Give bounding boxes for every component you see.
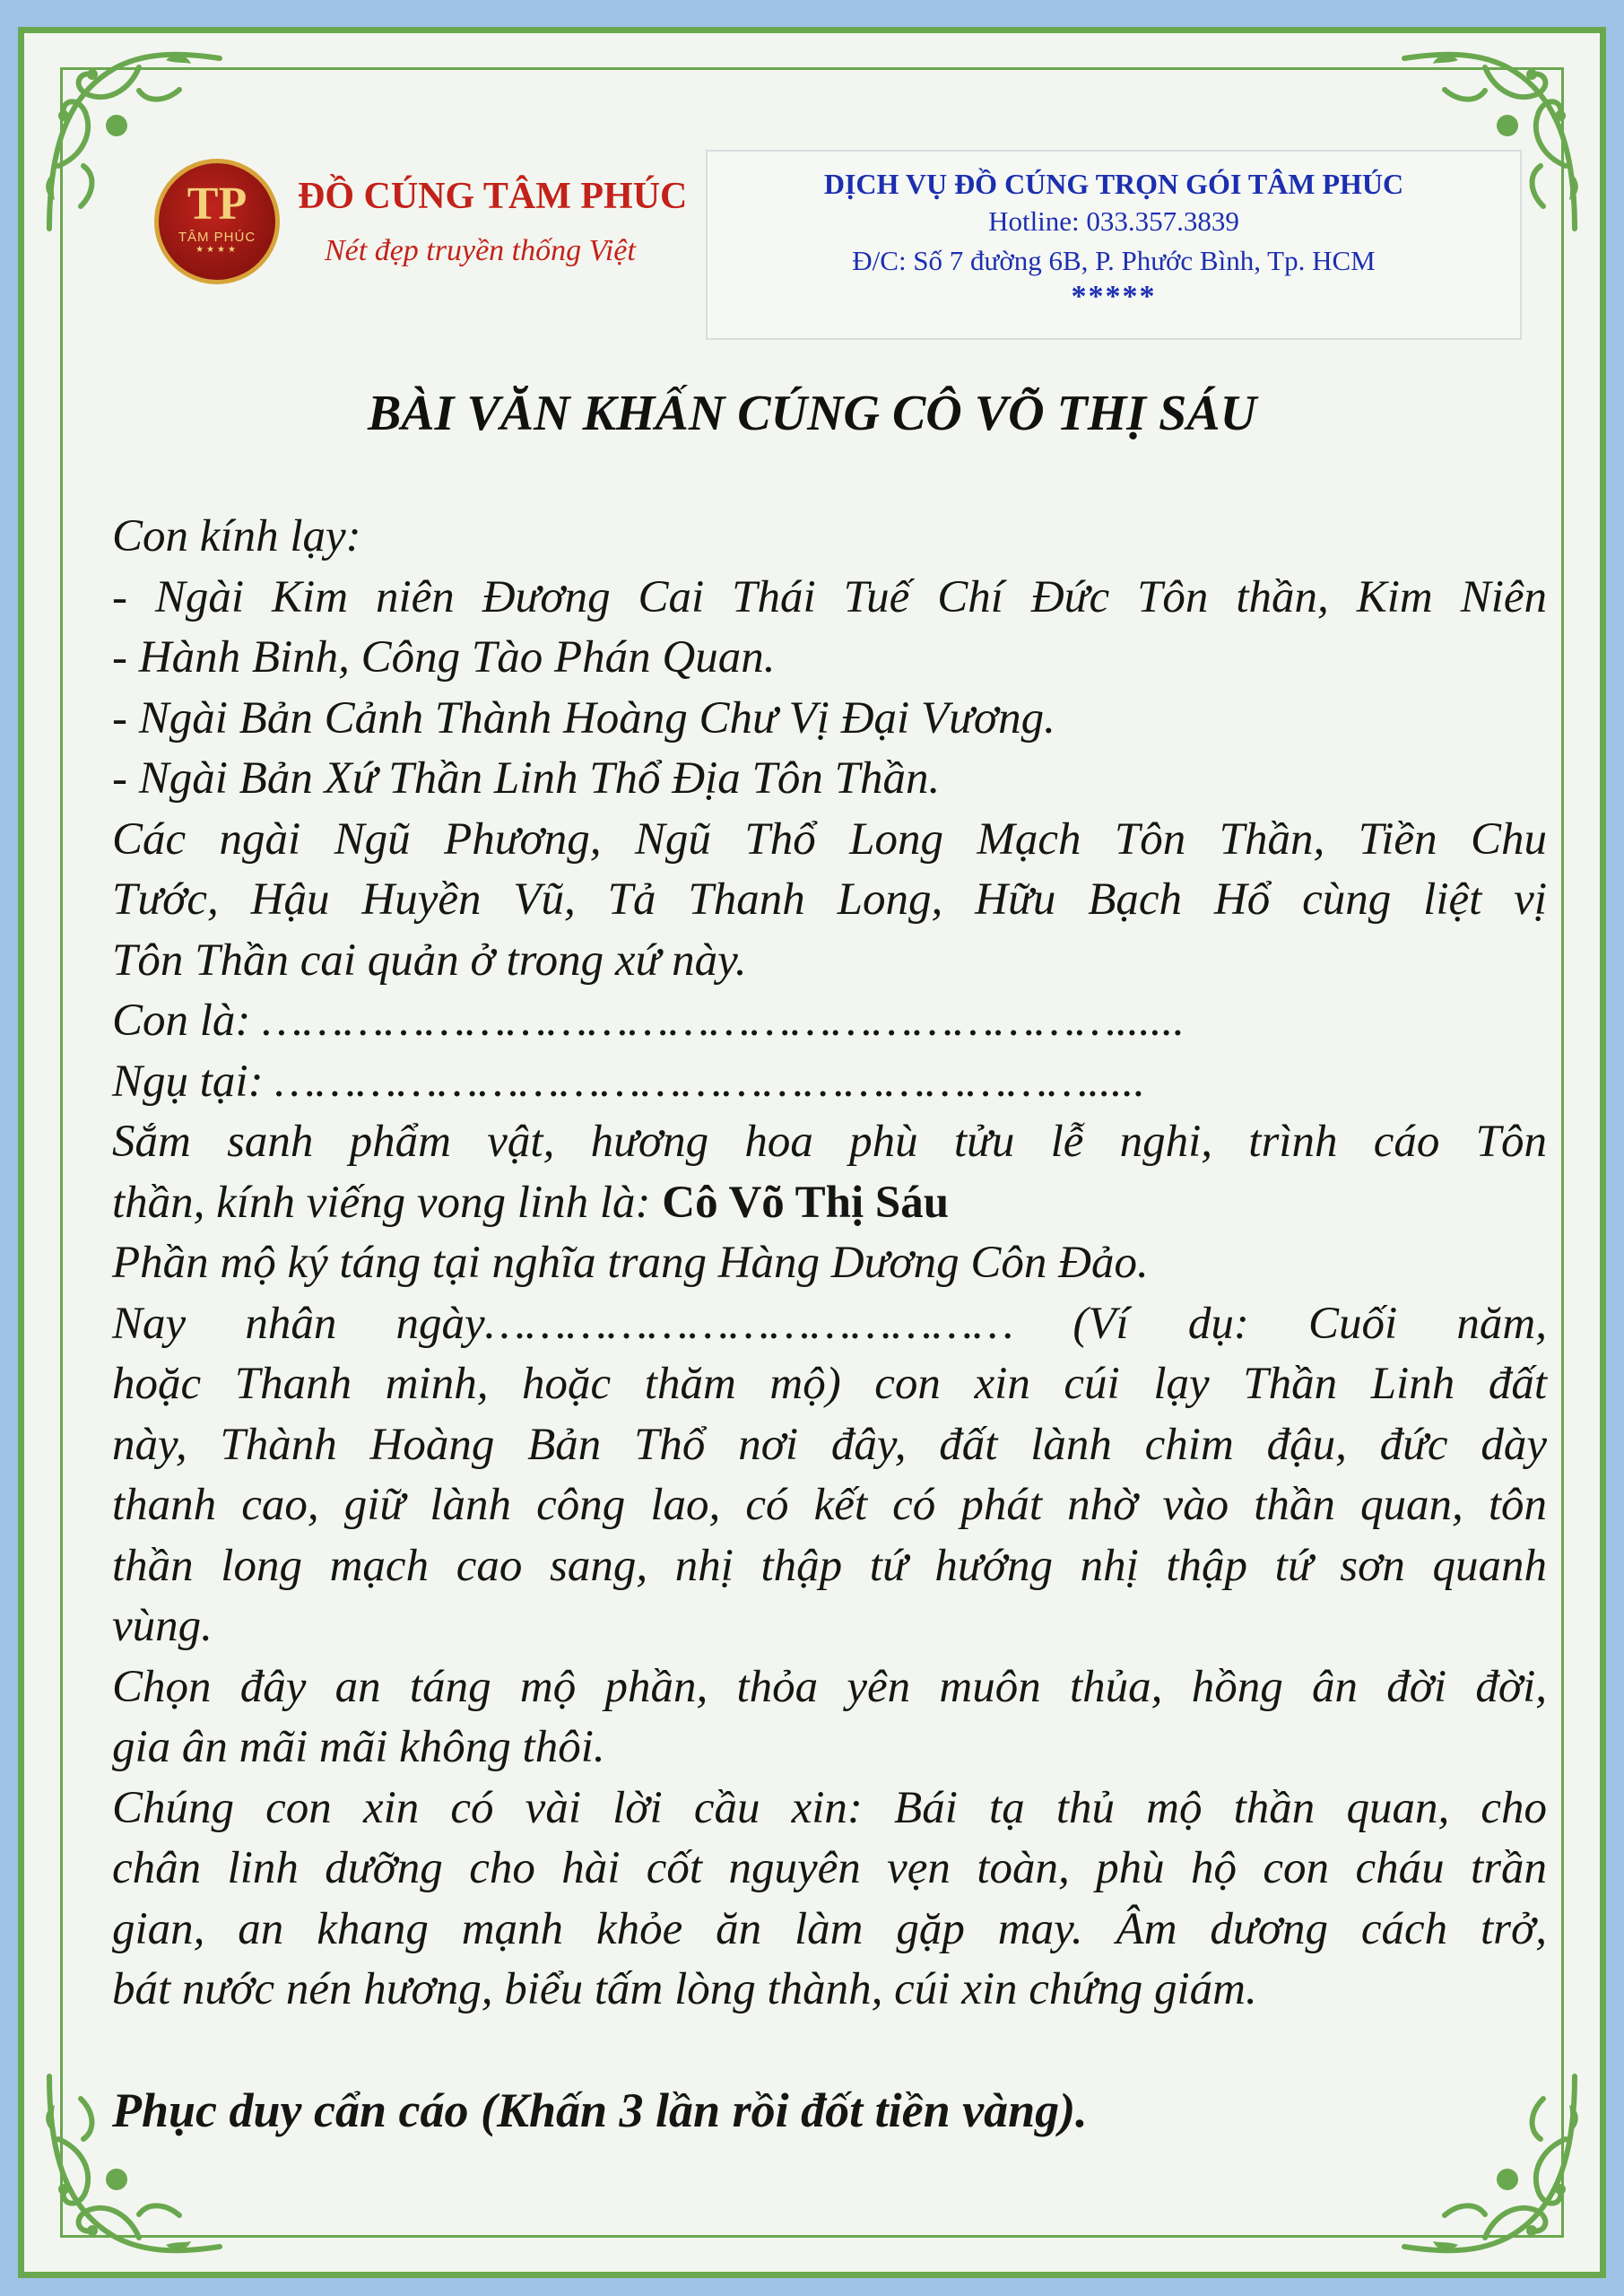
document-page <box>18 27 1606 2278</box>
contact-info-box <box>706 150 1522 340</box>
text-line: Chọn đây an táng mộ phần, thỏa yên muôn thủa, hồng ân đời đời, <box>112 1661 1547 1712</box>
decorative-stars: ***** <box>1071 280 1157 313</box>
text-line: - Ngài Kim niên Đương Cai Thái Tuế Chí Đức Tôn thần, Kim Niên <box>112 571 1547 622</box>
text-line-prefix: thần, kính viếng vong linh là: <box>112 1177 663 1228</box>
text-line: Phần mộ ký táng tại nghĩa trang Hàng Dương Côn Đảo. <box>112 1238 1149 1288</box>
tam-phuc-logo-icon <box>154 159 280 284</box>
page-title: BÀI VĂN KHẤN CÚNG CÔ VÕ THỊ SÁU <box>367 386 1257 441</box>
logo-name: TÂM PHÚC <box>178 230 256 245</box>
text-line: vùng. <box>112 1601 213 1651</box>
text-line: - Ngài Bản Xứ Thần Linh Thổ Địa Tôn Thần. <box>112 753 941 804</box>
text-line: Con là: ………………………………………………………...... <box>112 996 1185 1046</box>
hotline: Hotline: 033.357.3839 <box>988 205 1239 237</box>
text-line: gia ân mãi mãi không thôi. <box>112 1722 605 1772</box>
text-line: thanh cao, giữ lành công lao, có kết có phát nhờ vào thần quan, tôn <box>112 1480 1547 1530</box>
brand-slogan: Nét đẹp truyền thống Việt <box>325 234 636 267</box>
text-line: Nay nhân ngày………………………………… (Ví dụ: Cuối năm, <box>112 1298 1547 1349</box>
service-name: DỊCH VỤ ĐỒ CÚNG TRỌN GÓI TÂM PHÚC <box>823 168 1404 200</box>
logo-stars: ★★★★ <box>195 245 239 255</box>
text-line: Con kính lạy: <box>112 511 361 561</box>
text-line: chân linh dưỡng cho hài cốt nguyên vẹn toàn, phù hộ con cháu trần <box>112 1843 1547 1893</box>
closing-line: Phục duy cẩn cáo (Khấn 3 lần rồi đốt tiền vàng). <box>112 2083 1088 2137</box>
text-line: - Ngài Bản Cảnh Thành Hoàng Chư Vị Đại Vương. <box>112 692 1055 744</box>
logo-monogram: TP <box>187 178 248 230</box>
brand-header <box>154 141 719 302</box>
prayer-text <box>112 507 1547 2141</box>
brand-title: ĐỒ CÚNG TÂM PHÚC <box>298 176 688 217</box>
text-line: thần long mạch cao sang, nhị thập tứ hướng nhị thập tứ sơn quanh <box>112 1540 1547 1591</box>
honoree-name: Cô Võ Thị Sáu <box>662 1177 950 1228</box>
text-line: Các ngài Ngũ Phương, Ngũ Thổ Long Mạch Tôn Thần, Tiền Chu <box>112 813 1547 865</box>
text-line: Sắm sanh phẩm vật, hương hoa phù tửu lễ nghi, trình cáo Tôn <box>112 1117 1547 1167</box>
text-line: gian, an khang mạnh khỏe ăn làm gặp may. Âm dương cách trở, <box>112 1903 1547 1954</box>
text-line: Tôn Thần cai quản ở trong xứ này. <box>112 935 747 986</box>
text-line: - Hành Binh, Công Tào Phán Quan. <box>112 632 776 683</box>
text-line: Ngụ tại: ……………………………………………………..... <box>112 1056 1146 1107</box>
text-line: bát nước nén hương, biểu tấm lòng thành, cúi xin chứng giám. <box>112 1964 1257 2014</box>
text-line: Chúng con xin có vài lời cầu xin: Bái tạ thủ mộ thần quan, cho <box>112 1782 1547 1833</box>
text-line <box>112 1173 1547 1234</box>
address: Đ/C: Số 7 đường 6B, P. Phước Bình, Tp. HCM <box>852 245 1376 276</box>
text-line: Tước, Hậu Huyền Vũ, Tả Thanh Long, Hữu Bạch Hổ cùng liệt vị <box>112 874 1547 925</box>
text-line: này, Thành Hoàng Bản Thổ nơi đây, đất lành chim đậu, đức dày <box>112 1419 1547 1470</box>
text-line: hoặc Thanh minh, hoặc thăm mộ) con xin cúi lạy Thần Linh đất <box>112 1359 1547 1409</box>
